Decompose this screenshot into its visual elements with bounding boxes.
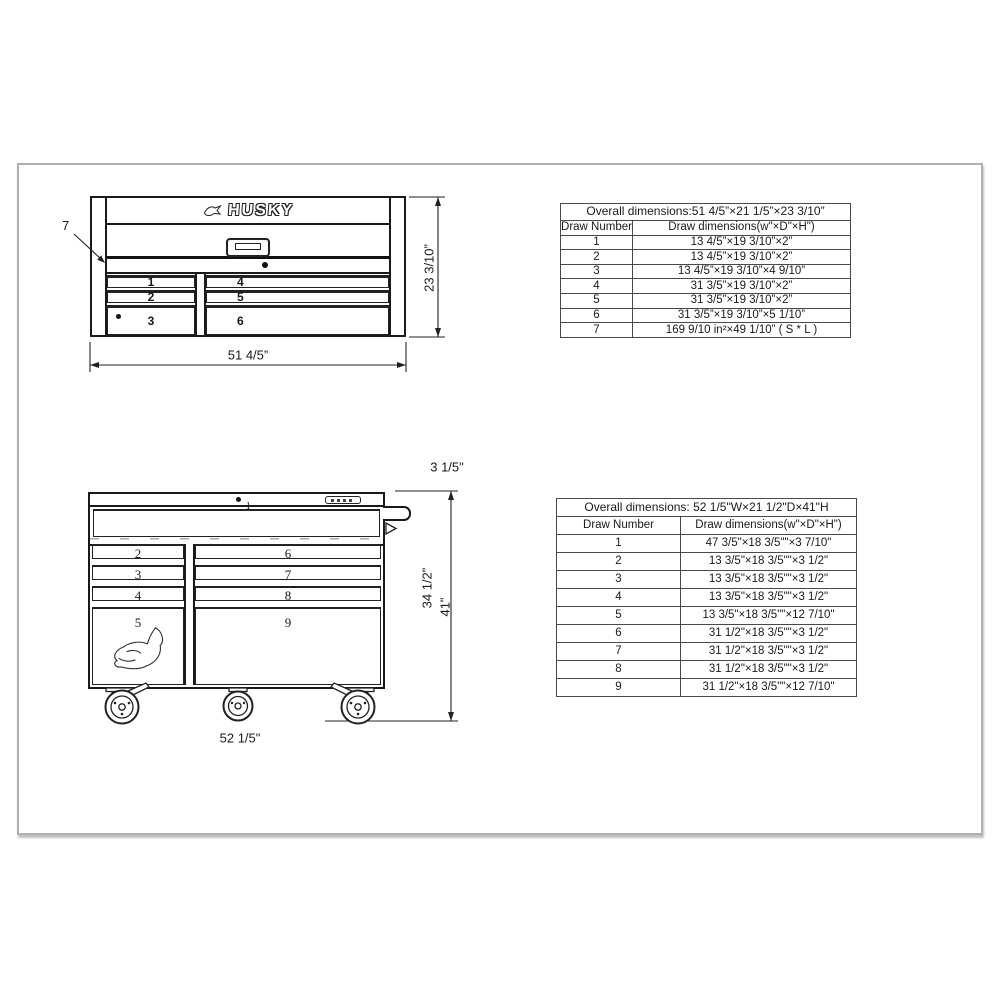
cabinet-right-column [195,544,381,685]
cell-draw-dimensions: 31 1/2"×18 3/5""×12 7/10" [681,679,857,697]
drawer-number-label: 2 [134,546,142,561]
cell-draw-number: 8 [557,661,681,679]
cabinet-lock-icon [236,497,241,502]
cell-draw-dimensions: 169 9/10 in²×49 1/10” ( S * L ) [633,323,851,338]
table-row [561,293,851,308]
cabinet-drawer-9 [195,607,381,685]
cell-draw-dimensions: 13 3/5"×18 3/5""×3 1/2" [681,589,857,607]
table-row [561,323,851,338]
col-header-draw-dimensions: Draw dimensions(w"×D"×H") [633,221,851,236]
chest-dimensions-table [560,203,851,338]
drawer-number-label: 1 [245,501,251,512]
chest-right-column [206,274,389,335]
cell-draw-dimensions: 13 3/5"×18 3/5""×12 7/10" [681,607,857,625]
lid-callout-label: 7 [62,218,70,233]
table-row [557,625,857,643]
cell-draw-number: 7 [561,323,633,338]
cabinet-dimensions-table [556,498,857,697]
cell-draw-number: 9 [557,679,681,697]
drawer-number-label: 2 [147,290,155,304]
chest-drawer-2 [107,290,195,303]
table-title-row [557,499,857,517]
chest-center-divider [195,274,206,335]
table-row [557,607,857,625]
brand-logo-text: HUSKY [227,201,296,219]
cabinet-side-handle [383,506,411,521]
cabinet-drawer-1-face [93,509,380,537]
table-title: Overall dimensions: 52 1/5"W×21 1/2"D×41"H [557,499,857,517]
husky-dog-icon [201,203,223,218]
chest-left-rail [92,198,107,335]
cell-draw-number: 2 [557,553,681,571]
cell-draw-number: 1 [561,235,633,250]
cabinet-body-height-dimension: 34 1/2" [419,567,435,609]
cell-draw-dimensions: 47 3/5"×18 3/5""×3 7/10" [681,535,857,553]
table-row [557,535,857,553]
table-header-row [561,221,851,236]
cabinet-drawer-6 [195,544,381,559]
chest-lid [107,225,389,259]
cell-draw-dimensions: 13 4/5”×19 3/10”×2” [633,250,851,265]
cabinet-brand-badge [325,496,361,504]
drawer-number-label: 5 [134,615,142,630]
drawer-number-label: 3 [147,314,155,328]
drawer-number-label: 4 [134,588,142,603]
chest-latch [226,238,270,257]
cabinet-drawer-2 [92,544,184,559]
cell-draw-dimensions: 13 3/5"×18 3/5""×3 1/2" [681,553,857,571]
cabinet-center-divider [184,544,195,685]
cell-draw-number: 1 [557,535,681,553]
chest-lock-band [107,259,389,274]
chest-front [107,198,389,335]
table-row [557,553,857,571]
cell-draw-dimensions: 31 1/2"×18 3/5""×3 1/2" [681,643,857,661]
chest-drawer-4 [206,275,389,288]
chest-left-column [107,274,195,335]
table-row [561,250,851,265]
rolling-cabinet-drawing [88,492,385,689]
chest-drawer-1 [107,275,195,288]
chest-drawer-5 [206,290,389,303]
cabinet-drawer-area [92,544,381,685]
cabinet-drawer-7 [195,565,381,580]
cell-draw-number: 7 [557,643,681,661]
cell-draw-number: 5 [561,293,633,308]
cell-draw-number: 3 [557,571,681,589]
chest-lock-icon [262,262,268,268]
cabinet-left-column [92,544,184,685]
chest-drawer-6 [206,305,389,335]
col-header-draw-number: Draw Number [561,221,632,234]
table-row [557,679,857,697]
col-header-draw-number: Draw Number [557,517,681,535]
table-header-row [557,517,857,535]
cell-draw-dimensions: 31 1/2"×18 3/5""×3 1/2" [681,625,857,643]
table-row [561,308,851,323]
chest-drawer-3 [107,305,195,335]
cell-draw-number: 6 [561,308,633,323]
drawer-lock-icon [116,314,121,319]
cell-draw-dimensions: 31 1/2"×18 3/5""×3 1/2" [681,661,857,679]
chest-logo-band [107,198,389,225]
cell-draw-number: 2 [561,250,633,265]
table-row [561,279,851,294]
cabinet-drawer-3 [92,565,184,580]
cabinet-total-height-dimension: 41" [437,597,453,617]
cabinet-drawer-1 [90,501,383,534]
chest-drawer-area [107,274,389,335]
cell-draw-dimensions: 13 4/5”×19 3/10”×2” [633,235,851,250]
col-header-draw-dimensions: Draw dimensions(w"×D"×H") [681,517,857,535]
cell-draw-number: 4 [561,279,633,294]
cabinet-drawer-8 [195,586,381,601]
drawer-number-label: 8 [284,588,292,603]
drawer-number-label: 9 [284,615,292,630]
cell-draw-dimensions: 31 3/5”×19 3/10”×5 1/10” [633,308,851,323]
table-title-row [561,204,851,221]
cabinet-drawer-4 [92,586,184,601]
cell-draw-number: 5 [557,607,681,625]
table-row [557,571,857,589]
cell-draw-number: 6 [557,625,681,643]
cabinet-drawer-5 [92,607,184,685]
cell-draw-number: 4 [557,589,681,607]
cell-draw-dimensions: 31 3/5”×19 3/10”×2” [633,293,851,308]
drawer-number-label: 7 [284,567,292,582]
table-row [561,235,851,250]
drawer-number-label: 4 [237,275,244,289]
table-row [557,643,857,661]
handle-depth-dimension: 3 1/5" [430,459,464,475]
top-chest-drawing [90,196,406,337]
chest-height-dimension: 23 3/10” [421,244,437,292]
drawer-number-label: 6 [284,546,292,561]
drawer-number-label: 1 [147,275,155,289]
chest-latch-handle [235,243,261,250]
drawer-number-label: 6 [237,314,244,328]
chest-right-rail [389,198,404,335]
drawer-number-label: 3 [134,567,142,582]
chest-width-dimension: 51 4/5” [227,347,269,363]
husky-dog-art-icon [109,623,173,679]
drawer-number-label: 5 [237,290,244,304]
cabinet-width-dimension: 52 1/5" [219,730,261,746]
table-row [557,661,857,679]
cabinet-top-rim [90,494,383,507]
cell-draw-dimensions: 31 3/5”×19 3/10”×2” [633,279,851,294]
cell-draw-dimensions: 13 3/5"×18 3/5""×3 1/2" [681,571,857,589]
table-title: Overall dimensions:51 4/5”×21 1/5”×23 3/10” [561,204,851,221]
cell-draw-dimensions: 13 4/5”×19 3/10”×4 9/10” [633,264,851,279]
table-row [561,264,851,279]
cell-draw-number: 3 [561,264,633,279]
table-row [557,589,857,607]
